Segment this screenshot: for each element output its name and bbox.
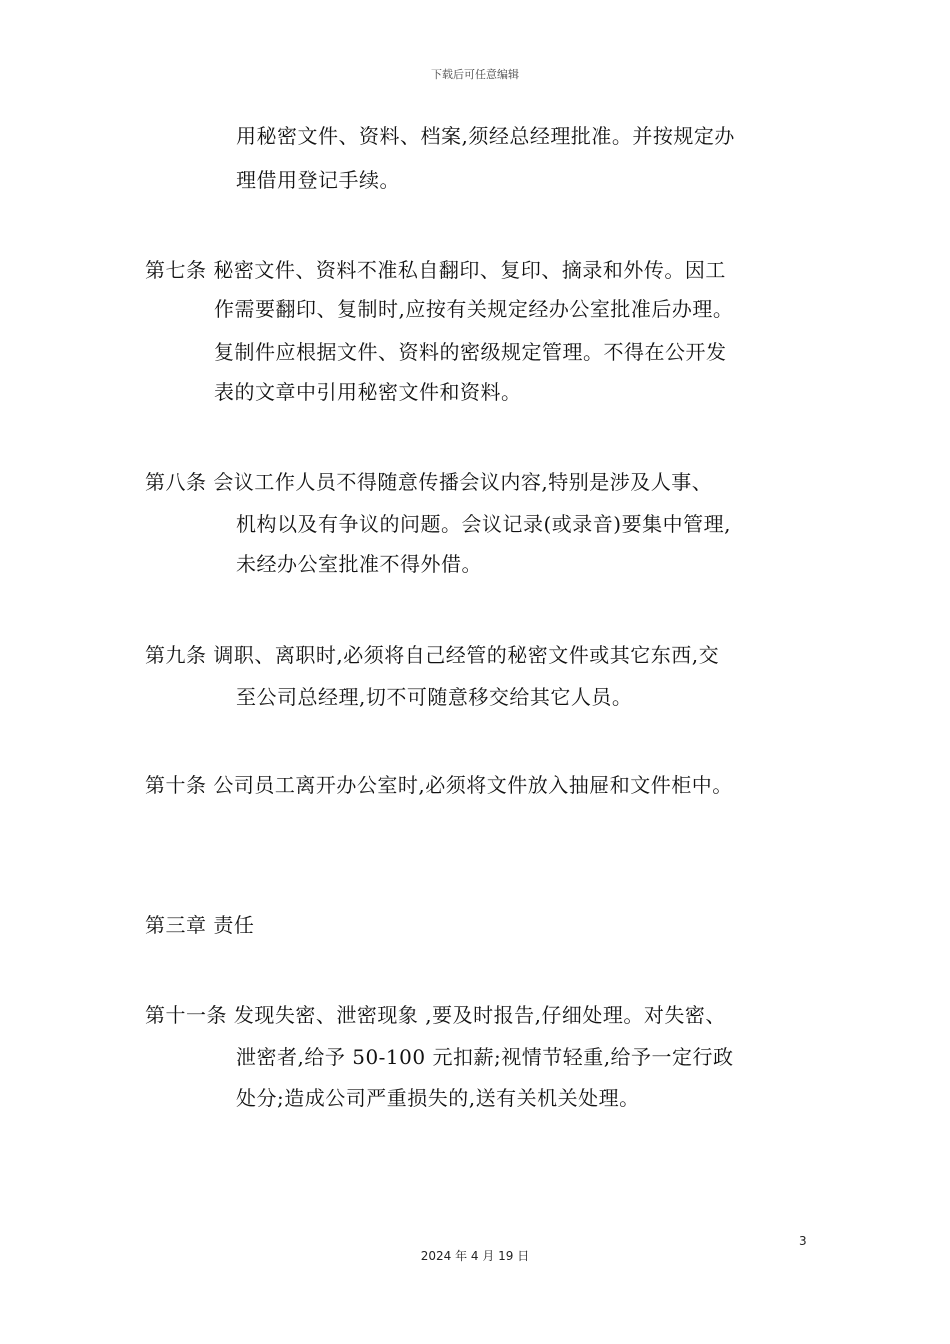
continuation-line-2: 理借用登记手续。 (236, 168, 400, 192)
article-7-line-2: 作需要翻印、复制时,应按有关规定经办公室批准后办理。 (214, 297, 734, 321)
article-8-line-2: 机构以及有争议的问题。会议记录(或录音)要集中管理, (236, 512, 731, 536)
article-11-line-1: 第十一条 发现失密、泄密现象 ,要及时报告,仔细处理。对失密、 (145, 1003, 726, 1027)
article-10: 第十条 公司员工离开办公室时,必须将文件放入抽屉和文件柜中。 (145, 773, 733, 797)
article-8-line-1: 第八条 会议工作人员不得随意传播会议内容,特别是涉及人事、 (145, 470, 713, 494)
page-number: 3 (799, 1234, 807, 1248)
article-9-line-2: 至公司总经理,切不可随意移交给其它人员。 (236, 685, 633, 709)
article-11-line-2: 泄密者,给予 50-100 元扣薪;视情节轻重,给予一定行政 (236, 1045, 734, 1069)
page-header: 下载后可任意编辑 (431, 68, 519, 81)
article-7-line-3: 复制件应根据文件、资料的密级规定管理。不得在公开发 (214, 340, 727, 364)
continuation-line-1: 用秘密文件、资料、档案,须经总经理批准。并按规定办 (236, 124, 735, 148)
article-7-line-4: 表的文章中引用秘密文件和资料。 (214, 380, 522, 404)
footer-date: 2024 年 4 月 19 日 (420, 1249, 530, 1263)
article-11-line-3: 处分;造成公司严重损失的,送有关机关处理。 (236, 1086, 640, 1110)
article-9-line-1: 第九条 调职、离职时,必须将自己经管的秘密文件或其它东西,交 (145, 643, 720, 667)
article-7-line-1: 第七条 秘密文件、资料不准私自翻印、复印、摘录和外传。因工 (145, 258, 726, 282)
chapter-3-heading: 第三章 责任 (145, 913, 255, 937)
article-8-line-3: 未经办公室批准不得外借。 (236, 552, 482, 576)
